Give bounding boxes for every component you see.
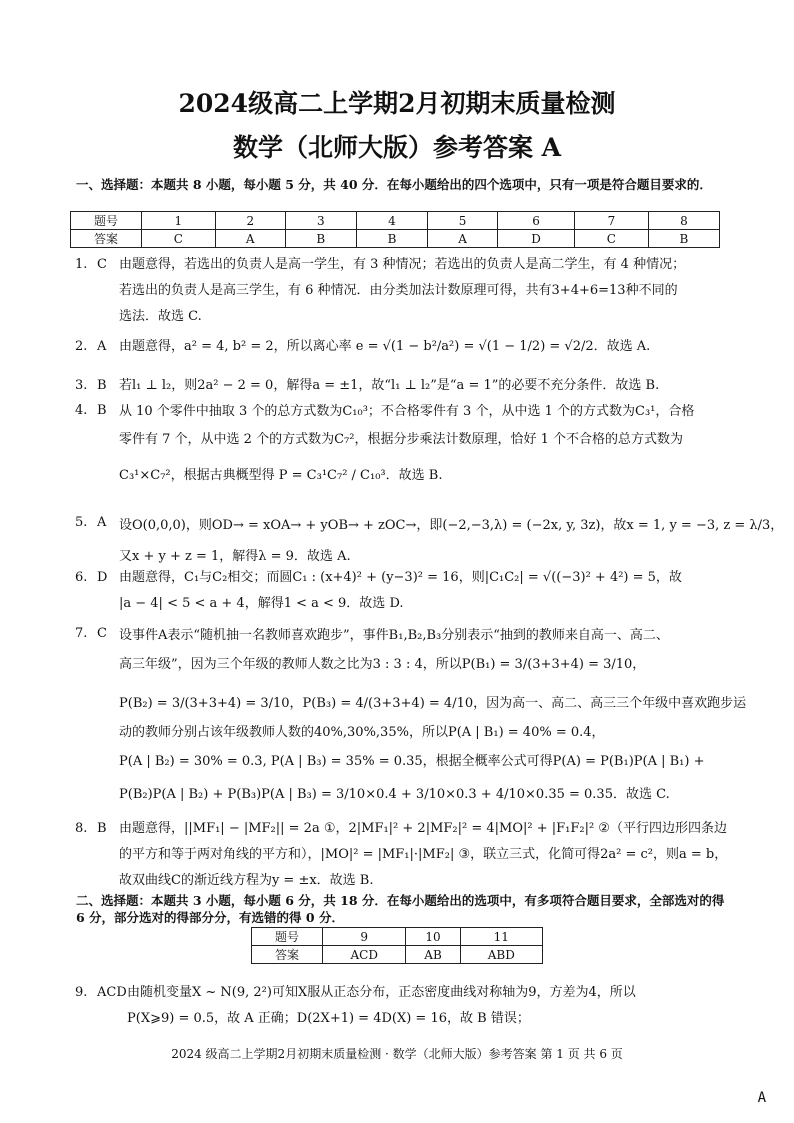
text-line: |a − 4| < 5 < a + 4，解得1 < a < 9．故选 D. — [119, 596, 404, 611]
question-number: 8. — [75, 821, 88, 836]
table-cell: B — [648, 230, 719, 248]
answer-key: B — [97, 403, 107, 418]
text-line: 由题意得，||MF₁| − |MF₂|| = 2a ①，2|MF₁|² + 2|MF₂|² = 4|MO|² + |F₁F₂|² ②（平行四边形四条边 — [119, 821, 727, 836]
text-line: 又x + y + z = 1，解得λ = 9．故选 A. — [119, 549, 351, 564]
section-heading-2: 二、选择题：本题共 3 小题，每小题 6 分，共 18 分．在每小题给出的选项中，有多项符合题目要求，全部选对的得 6 分，部分选对的得部分分，有选错的得 0 分． — [76, 893, 725, 925]
table-cell: A — [215, 230, 285, 248]
text-line: 由题意得，若选出的负责人是高一学生，有 3 种情况；若选出的负责人是高二学生，有 4 种情况； — [119, 257, 686, 272]
text-line: 设O(0,0,0)，则OD→ = xOA→ + yOB→ + zOC→，即(−2,−3,λ) = (−2x, y, 3z)，故x = 1, y = −3, z = λ/3， — [119, 518, 784, 533]
answer-key: B — [97, 821, 107, 836]
row-label: 答案 — [252, 946, 323, 964]
table-row — [252, 946, 543, 964]
page-title: 2024级高二上学期2月初期末质量检测 — [178, 89, 616, 118]
text-line: 由题意得，C₁与C₂相交；而圆C₁ : (x+4)² + (y−3)² = 16，则|C₁C₂| = √((−3)² + 4²) = 5，故 — [119, 570, 682, 585]
row-label: 题号 — [252, 928, 323, 946]
question-body — [119, 565, 771, 617]
question-number: 6. — [75, 570, 88, 585]
table-cell: 3 — [285, 212, 356, 230]
page-footer: 2024 级高二上学期2月初期末质量检测 · 数学（北师大版）参考答案 第 1 页 共 6 页 — [171, 1047, 623, 1061]
text-line: 设事件A表示“随机抽一名教师喜欢跑步”，事件B₁,B₂,B₃分别表示“抽到的教师来自高一、高二、 — [119, 628, 669, 643]
table-cell: C — [575, 230, 649, 248]
question-body — [119, 334, 771, 360]
question-number: 1. — [75, 257, 88, 272]
text-line: P(B₂) = 3/(3+3+4) = 3/10，P(B₃) = 4/(3+3+4) = 4/10，因为高一、高二、高三三个年级中喜欢跑步运 — [119, 696, 747, 711]
table-cell: C — [142, 230, 216, 248]
answer-key: C — [97, 626, 107, 641]
table-row — [252, 928, 543, 946]
table-row — [71, 212, 720, 230]
text-line: 由题意得，a² = 4, b² = 2，所以离心率 e = √(1 − b²/a²) = √(1 − 1/2) = √2/2．故选 A. — [119, 339, 651, 354]
table-cell: 8 — [648, 212, 719, 230]
question-body — [119, 398, 771, 490]
corner-mark: A — [757, 1090, 766, 1106]
answer-key: B — [97, 378, 107, 393]
row-label: 答案 — [71, 230, 142, 248]
text-line: 选法．故选 C. — [119, 309, 202, 324]
question-body — [119, 621, 771, 809]
table-cell: 2 — [215, 212, 285, 230]
question-number: 7. — [75, 626, 88, 641]
table-cell: D — [498, 230, 575, 248]
question-body — [119, 510, 784, 572]
question-body — [119, 373, 771, 399]
answer-key: A — [97, 339, 107, 354]
answer-key: D — [97, 570, 108, 585]
text-line: P(B₂)P(A | B₂) + P(B₃)P(A | B₃) = 3/10×0.4 + 3/10×0.3 + 4/10×0.35 = 0.35．故选 C. — [119, 787, 670, 802]
table-cell: 5 — [428, 212, 498, 230]
text-line: 若l₁ ⊥ l₂，则2a² − 2 = 0，解得a = ±1，故“l₁ ⊥ l₂”是“a = 1”的必要不充分条件．故选 B. — [119, 378, 660, 393]
text-line: 若选出的负责人是高三学生，有 6 种情况．由分类加法计数原理可得，共有3+4+6=13种不同的 — [119, 283, 678, 298]
question-number: 5. — [75, 515, 88, 530]
text-line: 零件有 7 个，从中选 2 个的方式数为C₇²，根据分步乘法计数原理，恰好 1 个不合格的总方式数为 — [119, 432, 683, 447]
text-line: 从 10 个零件中抽取 3 个的总方式数为C₁₀³；不合格零件有 3 个，从中选 1 个的方式数为C₃¹，合格 — [119, 404, 695, 419]
text-line: 高三年级”，因为三个年级的教师人数之比为3 : 3 : 4，所以P(B₁) = 3/(3+3+4) = 3/10， — [119, 657, 646, 672]
section-heading-1: 一、选择题：本题共 8 小题，每小题 5 分，共 40 分．在每小题给出的四个选项中，只有一项是符合题目要求的． — [76, 177, 712, 192]
table-cell: ACD — [323, 946, 406, 964]
answer-table-2 — [251, 927, 543, 964]
text-line: 的平方和等于两对角线的平方和），|MO|² = |MF₁|·|MF₂| ③，联立三式，化简可得2a² = c²，则a = b， — [119, 847, 728, 862]
question-body — [127, 980, 767, 1032]
answer-key: C — [97, 257, 107, 272]
question-body — [119, 816, 771, 894]
question-number: 3. — [75, 378, 88, 393]
question-number: 2. — [75, 339, 88, 354]
page-subtitle: 数学（北师大版）参考答案 A — [232, 133, 562, 162]
table-cell: 9 — [323, 928, 406, 946]
table-cell: 1 — [142, 212, 216, 230]
text-line: 动的教师分别占该年级教师人数的40%,30%,35%，所以P(A | B₁) = 40% = 0.4， — [119, 725, 605, 740]
answer-key: A — [97, 515, 107, 530]
table-cell: A — [428, 230, 498, 248]
question-number: 4. — [75, 403, 88, 418]
table-cell: 4 — [356, 212, 427, 230]
text-line: P(X⩾9) = 0.5，故 A 正确；D(2X+1) = 4D(X) = 16，故 B 错误； — [127, 1011, 530, 1026]
table-cell: AB — [406, 946, 460, 964]
table-cell: 7 — [575, 212, 649, 230]
row-label: 题号 — [71, 212, 142, 230]
table-cell: 11 — [460, 928, 542, 946]
table-cell: 6 — [498, 212, 575, 230]
table-cell: B — [356, 230, 427, 248]
text-line: C₃¹×C₇²，根据古典概型得 P = C₃¹C₇² / C₁₀³．故选 B. — [119, 468, 443, 483]
answer-table-1 — [70, 211, 720, 248]
question-body — [119, 252, 771, 330]
text-line: P(A | B₂) = 30% = 0.3, P(A | B₃) = 35% = 0.35，根据全概率公式可得P(A) = P(B₁)P(A | B₁) + — [119, 754, 705, 769]
text-line: 故双曲线C的渐近线方程为y = ±x．故选 B. — [119, 873, 374, 888]
table-cell: B — [285, 230, 356, 248]
table-cell: 10 — [406, 928, 460, 946]
text-line: 由随机变量X ~ N(9, 2²)可知X服从正态分布，正态密度曲线对称轴为9，方差为4，所以 — [127, 985, 636, 1000]
table-cell: ABD — [460, 946, 542, 964]
table-row — [71, 230, 720, 248]
question-number: 9. — [75, 985, 88, 1000]
answer-key: ACD — [97, 985, 127, 1000]
